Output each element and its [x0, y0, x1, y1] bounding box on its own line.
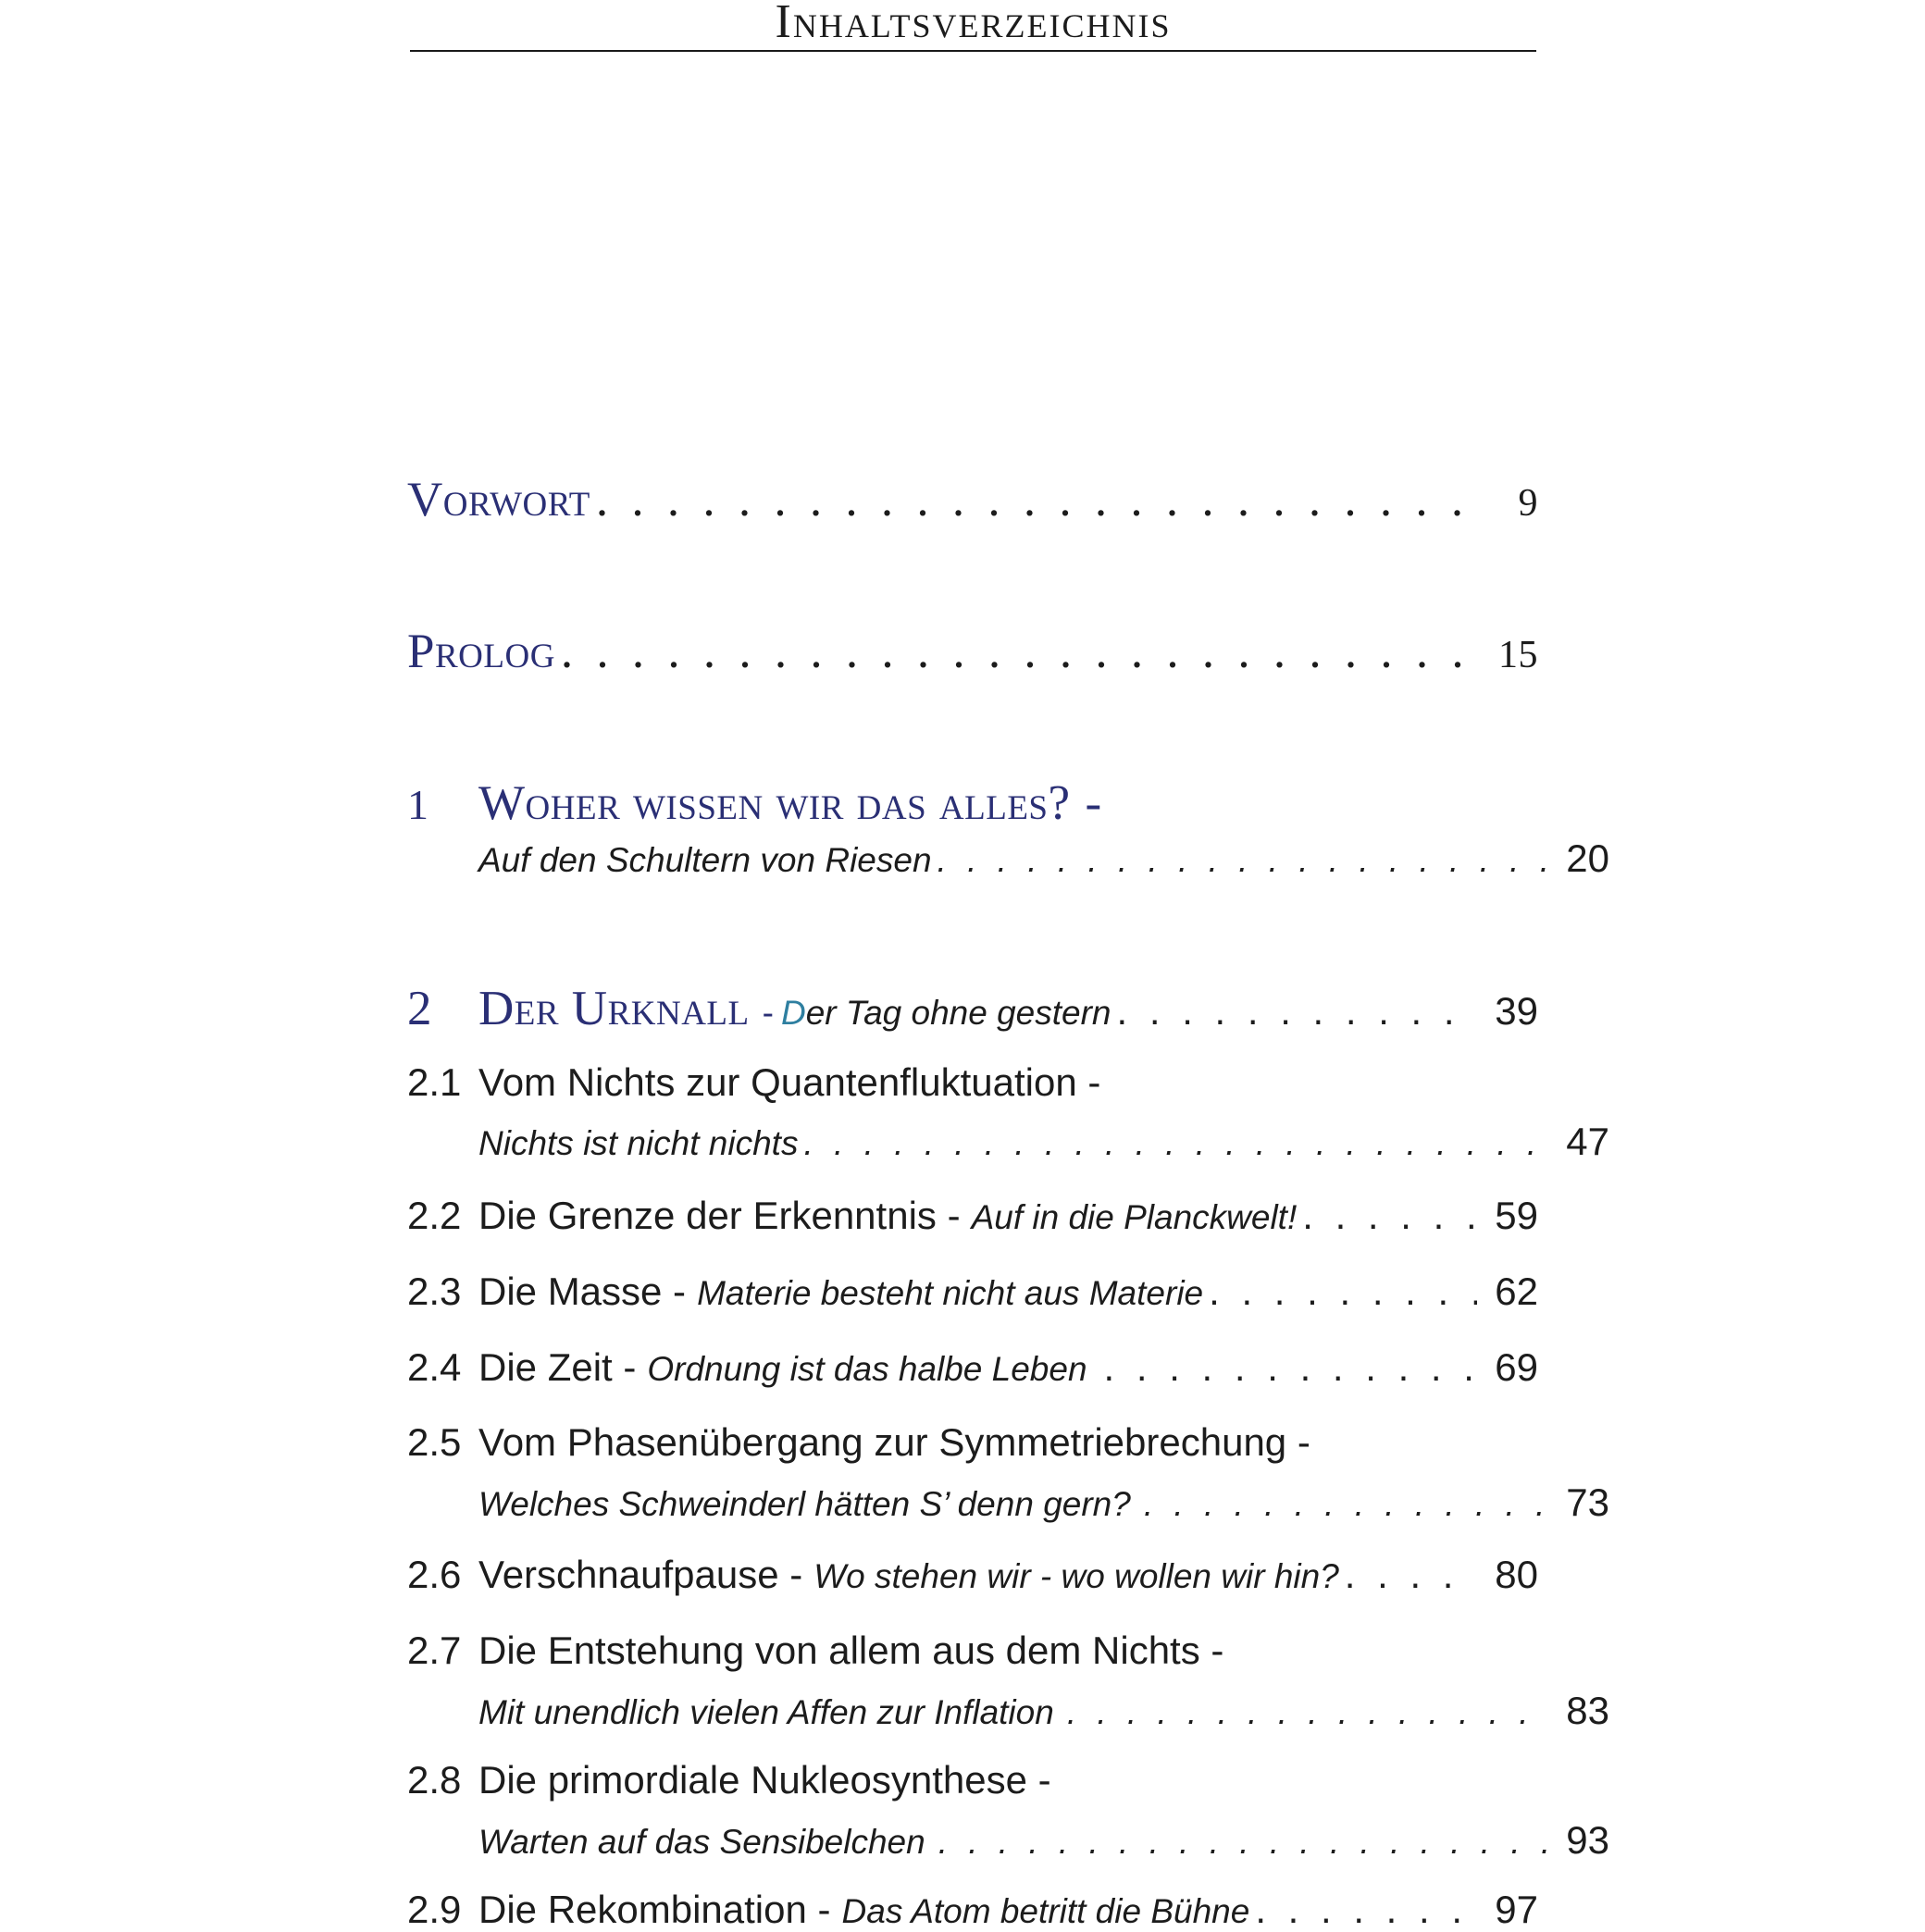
- dot-leader: [803, 1124, 1548, 1163]
- toc-number: 2: [407, 982, 432, 1035]
- toc-title: Vom Phasenübergang zur Symmetriebrechung -: [478, 1420, 1310, 1464]
- dot-leader: [938, 1823, 1548, 1862]
- toc-entry-prolog[interactable]: [407, 624, 1538, 679]
- toc-page-number: 73: [1566, 1480, 1609, 1524]
- toc-title: Die primordiale Nukleosynthese -: [478, 1758, 1051, 1802]
- toc-entry-2-4[interactable]: [407, 1345, 1538, 1390]
- dot-leader: [561, 624, 1477, 679]
- toc-subtitle: Warten auf das Sensibelchen: [478, 1823, 925, 1861]
- dot-leader: [1302, 1194, 1477, 1238]
- dot-leader: [1345, 1553, 1477, 1597]
- toc-page-number: 93: [1566, 1818, 1609, 1862]
- toc-subtitle: Ordnung ist das halbe Leben: [647, 1350, 1087, 1388]
- toc-entry-2-2[interactable]: [407, 1194, 1538, 1238]
- toc-title: Woher wissen wir das alles?: [478, 776, 1071, 830]
- toc-title: Die Masse -: [478, 1269, 687, 1313]
- toc-number: 2.3: [407, 1269, 462, 1313]
- toc-page-number: 47: [1566, 1120, 1609, 1163]
- dot-leader: [596, 472, 1477, 527]
- toc-number: 2.8: [407, 1758, 462, 1802]
- toc-subtitle: Auf in die Planckwelt!: [971, 1198, 1298, 1236]
- toc-page-number: 9: [1518, 482, 1538, 525]
- toc-page-number: 69: [1495, 1345, 1538, 1389]
- toc-subtitle-initial: D: [780, 994, 806, 1032]
- toc-number: 2.1: [407, 1060, 462, 1104]
- dot-leader: [1255, 1888, 1477, 1932]
- dot-leader: [1067, 1693, 1548, 1732]
- page-title: Inhaltsverzeichnis: [775, 0, 1172, 48]
- toc-page-number: 15: [1498, 634, 1538, 676]
- dot-leader: [1144, 1485, 1548, 1524]
- toc-entry-2-1[interactable]: [407, 1060, 1538, 1105]
- toc-number: 2.7: [407, 1629, 462, 1672]
- toc-title: Die Rekombination -: [478, 1888, 831, 1931]
- toc-entry-2-8[interactable]: [407, 1758, 1538, 1802]
- toc-subtitle: Welches Schweinderl hätten S’ denn gern?: [478, 1485, 1131, 1523]
- toc-number: 2.4: [407, 1345, 462, 1389]
- toc-page-number: 62: [1495, 1269, 1538, 1313]
- dot-leader: [1117, 989, 1477, 1034]
- toc-entry-2-5[interactable]: [407, 1420, 1538, 1465]
- toc-entry-chapter-1[interactable]: [407, 775, 1538, 831]
- toc-page-number: 80: [1495, 1553, 1538, 1596]
- toc-subtitle: Mit unendlich vielen Affen zur Inflation: [478, 1693, 1054, 1731]
- toc-number: 1: [407, 781, 429, 828]
- toc-entry-2-1-subtitle[interactable]: [407, 1120, 1609, 1164]
- toc-number: 2.2: [407, 1194, 462, 1237]
- toc-title: Prolog: [407, 625, 555, 678]
- toc-page-number: 59: [1495, 1194, 1538, 1237]
- toc-entry-chapter-2[interactable]: [407, 981, 1538, 1036]
- toc-title: Die Zeit -: [478, 1345, 637, 1389]
- toc-title: Die Entstehung von allem aus dem Nichts -: [478, 1629, 1224, 1672]
- toc-subtitle: Nichts ist nicht nichts: [478, 1124, 799, 1162]
- toc-entry-2-8-subtitle[interactable]: [407, 1818, 1609, 1863]
- toc-page-number: 39: [1495, 989, 1538, 1033]
- toc-entry-2-7[interactable]: [407, 1629, 1538, 1673]
- toc-entry-2-6[interactable]: [407, 1553, 1538, 1597]
- toc-title: Vom Nichts zur Quantenfluktuation -: [478, 1060, 1101, 1104]
- toc-title: Vorwort: [407, 473, 590, 526]
- toc-entry-2-9[interactable]: [407, 1888, 1538, 1932]
- toc-entry-chapter-1-subtitle[interactable]: [407, 836, 1609, 881]
- toc-subtitle: Wo stehen wir - wo wollen wir hin?: [813, 1557, 1339, 1595]
- dot-leader: [1104, 1345, 1477, 1390]
- toc-entry-2-5-subtitle[interactable]: [407, 1480, 1609, 1525]
- toc-subtitle: Materie besteht nicht aus Materie: [697, 1274, 1204, 1312]
- toc-subtitle: Auf den Schultern von Riesen: [478, 841, 932, 879]
- toc-entry-2-3[interactable]: [407, 1269, 1538, 1314]
- toc-dash: -: [1085, 776, 1102, 830]
- toc-number: 2.6: [407, 1553, 462, 1596]
- toc-page-number: 83: [1566, 1689, 1609, 1732]
- toc-page-number: 20: [1566, 836, 1609, 880]
- toc-number: 2.5: [407, 1420, 462, 1464]
- toc-entry-2-7-subtitle[interactable]: [407, 1689, 1609, 1733]
- toc-subtitle: er Tag ohne gestern: [805, 994, 1112, 1032]
- dot-leader: [938, 841, 1548, 880]
- toc-number: 2.9: [407, 1888, 462, 1931]
- toc-dash: -: [762, 994, 774, 1032]
- toc-page-number: 97: [1495, 1888, 1538, 1931]
- toc-title: Der Urknall: [478, 982, 750, 1035]
- toc-title: Die Grenze der Erkenntnis -: [478, 1194, 961, 1237]
- toc-entry-vorwort[interactable]: [407, 472, 1538, 527]
- toc-title: Verschnaufpause -: [478, 1553, 803, 1596]
- dot-leader: [1209, 1269, 1477, 1314]
- toc-subtitle: Das Atom betritt die Bühne: [841, 1892, 1250, 1930]
